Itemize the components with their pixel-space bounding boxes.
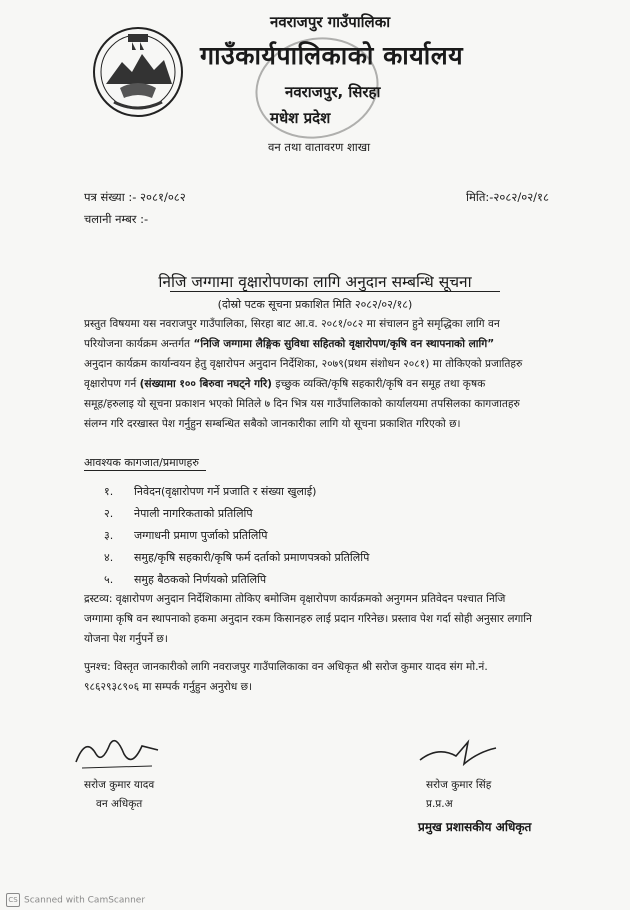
list-num: १. xyxy=(104,485,114,498)
requirements-underline xyxy=(84,470,206,471)
date xyxy=(466,190,549,205)
office-name: गाउँकार्यपालिकाको कार्यालय xyxy=(200,41,464,70)
list-text: समुह/कृषि सहकारी/कृषि फर्म दर्ताको प्रमाणपत्रको प्रतिलिपि xyxy=(134,551,370,564)
municipality-name: नवराजपुर गाउँपालिका xyxy=(270,13,391,31)
title-underline xyxy=(170,291,500,292)
body-text: इच्छुक व्यक्ति/कृषि सहकारी/कृषि वन समूह तथा कृषक xyxy=(272,378,486,390)
ref-number xyxy=(84,190,186,205)
left-signature-icon xyxy=(72,732,162,772)
note-paragraph xyxy=(84,589,584,649)
province-name: मधेश प्रदेश xyxy=(270,109,331,127)
section-name: वन तथा वातावरण शाखा xyxy=(268,140,371,154)
body-line: संलग्न गरि दरखास्त पेश गर्नुहुन सम्बन्धित सबैको जानकारीका लागि यो सूचना प्रकाशित गरिएको छ। xyxy=(84,418,461,430)
list-item xyxy=(104,506,253,521)
dispatch-number xyxy=(84,212,148,227)
postscript-line: ९८६२९३८९०६ मा सम्पर्क गर्नुहुन अनुरोध छ। xyxy=(84,681,253,693)
right-signer-name: सरोज कुमार सिंह xyxy=(426,779,492,791)
requirements-heading: आवश्यक कागजात/प्रमाणहरु xyxy=(84,456,199,469)
date-label: मिति:- xyxy=(466,190,494,204)
note-line: योजना पेश गर्नुपर्ने छ। xyxy=(84,633,168,645)
list-text: जग्गाधनी प्रमाण पुर्जाको प्रतिलिपि xyxy=(134,529,268,542)
notice-title: निजि जग्गामा वृक्षारोपणका लागि अनुदान सम्बन्धि सूचना xyxy=(158,273,472,291)
list-num: ४. xyxy=(104,551,114,564)
body-line: अनुदान कार्यक्रम कार्यान्वयन हेतु वृक्षारोपन अनुदान निर्देशिका, २०७९(प्रथम संशोधन २०८१) मा तोकिएको प्रजातिहरु xyxy=(84,358,523,370)
note-line: जग्गामा कृषि वन स्थापनाको हकमा अनुदान रकम किसानहरु लाई प्रदान गरिनेछ। प्रस्ताव पेश गर्दा सोही अनुसार लगानि xyxy=(84,613,532,625)
scanner-text: Scanned with CamScanner xyxy=(24,895,146,906)
body-line: प्रस्तुत विषयमा यस नवराजपुर गाउँपालिका, सिरहा बाट आ.व. २०८१/०८२ मा संचालन हुने समृद्धिका लागि वन xyxy=(84,318,500,330)
dispatch-label: चलानी नम्बर :- xyxy=(84,212,149,226)
body-text: परियोजना कार्यक्रम अन्तर्गत xyxy=(84,338,194,350)
ref-label: पत्र संख्या :- xyxy=(84,190,137,204)
notice-body xyxy=(84,314,584,434)
list-num: ३. xyxy=(104,529,114,542)
scanner-watermark xyxy=(6,893,145,907)
list-item xyxy=(104,550,369,565)
body-bold: “निजि जग्गामा लैङ्गिक सुविधा सहितको वृक्षारोपण/कृषि वन स्थापनाको लागि” xyxy=(193,338,495,350)
body-line: समूह/हरुलाइ यो सूचना प्रकाशन भएको मितिले ७ दिन भित्र यस गाउँपालिकाको कार्यालयमा तपसिलका कागजातहरु xyxy=(84,398,520,410)
list-text: समुह बैठकको निर्णयको प्रतिलिपि xyxy=(134,573,267,586)
right-signature-icon xyxy=(418,738,498,768)
list-num: ५. xyxy=(104,573,114,586)
notice-subtitle: (दोस्रो पटक सूचना प्रकाशित मिति २०८२/०२/१८) xyxy=(217,298,413,311)
list-item xyxy=(104,528,267,543)
body-line xyxy=(84,334,584,354)
date-value: २०८२/०२/१८ xyxy=(493,190,550,204)
body-text: वृक्षारोपण गर्न xyxy=(84,378,140,390)
note-line: द्रस्टव्य: वृक्षारोपण अनुदान निर्देशिकामा तोकिए बमोजिम वृक्षारोपण कार्यक्रमको अनुगमन प्रतिवेदन पश्चात निजि xyxy=(84,593,506,605)
list-item xyxy=(104,572,266,587)
office-address: नवराजपुर, सिरहा xyxy=(285,83,381,101)
right-signer-short-title: प्र.प्र.अ xyxy=(426,798,453,810)
left-signer-title: वन अधिकृत xyxy=(96,798,143,810)
body-line xyxy=(84,374,584,394)
postscript-line: पुनश्च: विस्तृत जानकारीको लागि नवराजपुर गाउँपालिकाका वन अधिकृत श्री सरोज कुमार यादव संग मो.नं. xyxy=(84,661,488,673)
left-signer-name: सरोज कुमार यादव xyxy=(84,779,155,791)
list-text: निवेदन(वृक्षारोपण गर्ने प्रजाति र संख्या खुलाई) xyxy=(134,485,317,498)
body-bold: (संख्यामा १०० बिरुवा नघट्ने गरि) xyxy=(139,378,273,390)
list-item xyxy=(104,484,316,499)
list-text: नेपाली नागरिकताको प्रतिलिपि xyxy=(134,507,253,520)
camscanner-icon: CS xyxy=(6,893,20,907)
right-signer-title-stamp: प्रमुख प्रशासकीय अधिकृत xyxy=(418,820,532,834)
ref-value: २०८१/०८२ xyxy=(140,190,186,204)
list-num: २. xyxy=(104,507,114,520)
postscript-paragraph xyxy=(84,657,584,697)
nepal-emblem-icon xyxy=(92,26,184,118)
